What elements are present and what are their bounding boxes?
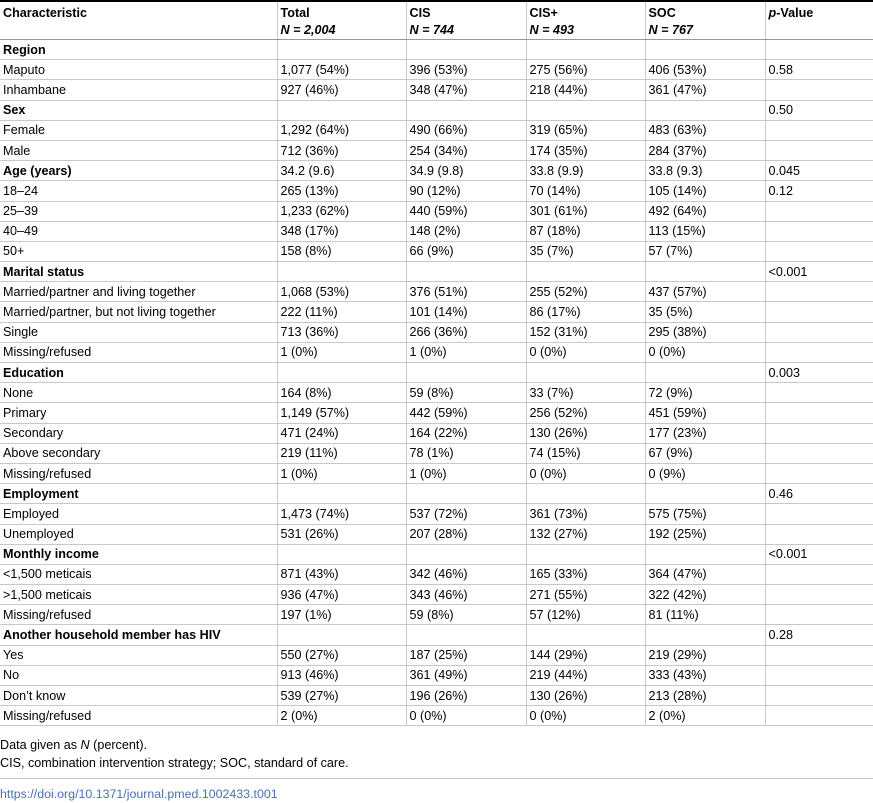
cell-soc: 295 (38%) bbox=[645, 322, 765, 342]
table-header bbox=[0, 2, 873, 40]
section-row bbox=[0, 40, 873, 60]
header-cisplus-n: N = 493 bbox=[529, 23, 574, 37]
cell-total: 1 (0%) bbox=[277, 463, 406, 483]
cell-total: 1,233 (62%) bbox=[277, 201, 406, 221]
cell-soc bbox=[645, 363, 765, 383]
cell-soc: 57 (7%) bbox=[645, 241, 765, 261]
cell-total: 1,068 (53%) bbox=[277, 282, 406, 302]
cell-cisplus: 35 (7%) bbox=[526, 241, 645, 261]
cell-pvalue bbox=[765, 40, 873, 60]
cell-soc: 219 (29%) bbox=[645, 645, 765, 665]
cell-label: Maputo bbox=[0, 60, 277, 80]
cell-label: Monthly income bbox=[0, 544, 277, 564]
section-row bbox=[0, 484, 873, 504]
header-row bbox=[0, 2, 873, 40]
section-row bbox=[0, 262, 873, 282]
cell-pvalue bbox=[765, 342, 873, 362]
cell-label: No bbox=[0, 665, 277, 685]
table-body bbox=[0, 40, 873, 726]
cell-total: 265 (13%) bbox=[277, 181, 406, 201]
table-row bbox=[0, 302, 873, 322]
cell-cis: 537 (72%) bbox=[406, 504, 526, 524]
table-row bbox=[0, 282, 873, 302]
cell-cis bbox=[406, 262, 526, 282]
cell-label: 25–39 bbox=[0, 201, 277, 221]
cell-soc: 105 (14%) bbox=[645, 181, 765, 201]
cell-label: Marital status bbox=[0, 262, 277, 282]
cell-label: Married/partner and living together bbox=[0, 282, 277, 302]
cell-label: Sex bbox=[0, 100, 277, 120]
cell-pvalue bbox=[765, 524, 873, 544]
cell-cis bbox=[406, 625, 526, 645]
cell-cis bbox=[406, 363, 526, 383]
cell-soc: 72 (9%) bbox=[645, 383, 765, 403]
cell-cis: 59 (8%) bbox=[406, 383, 526, 403]
cell-soc: 81 (11%) bbox=[645, 605, 765, 625]
cell-total: 1,149 (57%) bbox=[277, 403, 406, 423]
cell-soc: 575 (75%) bbox=[645, 504, 765, 524]
cell-soc: 113 (15%) bbox=[645, 221, 765, 241]
cell-cisplus: 361 (73%) bbox=[526, 504, 645, 524]
cell-total: 1,077 (54%) bbox=[277, 60, 406, 80]
section-row bbox=[0, 625, 873, 645]
cell-soc: 361 (47%) bbox=[645, 80, 765, 100]
cell-cis: 90 (12%) bbox=[406, 181, 526, 201]
cell-cisplus bbox=[526, 363, 645, 383]
cell-pvalue bbox=[765, 686, 873, 706]
header-characteristic-label: Characteristic bbox=[3, 6, 87, 20]
cell-label: Unemployed bbox=[0, 524, 277, 544]
cell-label: Married/partner, but not living together bbox=[0, 302, 277, 322]
cell-pvalue bbox=[765, 463, 873, 483]
table-row bbox=[0, 564, 873, 584]
cell-total: 531 (26%) bbox=[277, 524, 406, 544]
cell-total: 219 (11%) bbox=[277, 443, 406, 463]
cell-cis: 254 (34%) bbox=[406, 140, 526, 160]
cell-cisplus: 0 (0%) bbox=[526, 342, 645, 362]
cell-cis: 78 (1%) bbox=[406, 443, 526, 463]
cell-pvalue bbox=[765, 120, 873, 140]
cell-pvalue bbox=[765, 645, 873, 665]
cell-cisplus: 165 (33%) bbox=[526, 564, 645, 584]
cell-label: 18–24 bbox=[0, 181, 277, 201]
cell-total: 550 (27%) bbox=[277, 645, 406, 665]
doi-link[interactable]: https://doi.org/10.1371/journal.pmed.1002433.t001 bbox=[0, 778, 873, 803]
cell-pvalue: <0.001 bbox=[765, 544, 873, 564]
cell-label: Employed bbox=[0, 504, 277, 524]
cell-cis: 1 (0%) bbox=[406, 342, 526, 362]
cell-label: Female bbox=[0, 120, 277, 140]
cell-pvalue bbox=[765, 585, 873, 605]
cell-total: 164 (8%) bbox=[277, 383, 406, 403]
table-row bbox=[0, 504, 873, 524]
cell-label: Male bbox=[0, 140, 277, 160]
cell-cisplus: 255 (52%) bbox=[526, 282, 645, 302]
cell-pvalue bbox=[765, 80, 873, 100]
header-soc-n: N = 767 bbox=[648, 23, 693, 37]
cell-cis bbox=[406, 100, 526, 120]
cell-pvalue: 0.50 bbox=[765, 100, 873, 120]
cell-cis: 361 (49%) bbox=[406, 665, 526, 685]
table-row bbox=[0, 585, 873, 605]
section-row bbox=[0, 544, 873, 564]
table-row bbox=[0, 706, 873, 726]
cell-total: 197 (1%) bbox=[277, 605, 406, 625]
note-abbreviations: CIS, combination intervention strategy; SOC, standard of care. bbox=[0, 756, 349, 771]
cell-total: 871 (43%) bbox=[277, 564, 406, 584]
table-row bbox=[0, 221, 873, 241]
cell-total bbox=[277, 544, 406, 564]
cell-total: 713 (36%) bbox=[277, 322, 406, 342]
header-total-label: Total bbox=[280, 6, 310, 20]
cell-cis: 101 (14%) bbox=[406, 302, 526, 322]
cell-total: 471 (24%) bbox=[277, 423, 406, 443]
cell-total: 158 (8%) bbox=[277, 241, 406, 261]
cell-cisplus bbox=[526, 484, 645, 504]
table-row bbox=[0, 645, 873, 665]
cell-label: None bbox=[0, 383, 277, 403]
cell-total: 348 (17%) bbox=[277, 221, 406, 241]
cell-soc: 364 (47%) bbox=[645, 564, 765, 584]
table-row bbox=[0, 322, 873, 342]
cell-label: Single bbox=[0, 322, 277, 342]
cell-cisplus: 130 (26%) bbox=[526, 423, 645, 443]
cell-cis: 1 (0%) bbox=[406, 463, 526, 483]
cell-soc: 67 (9%) bbox=[645, 443, 765, 463]
cell-soc: 333 (43%) bbox=[645, 665, 765, 685]
cell-pvalue bbox=[765, 443, 873, 463]
cell-pvalue bbox=[765, 140, 873, 160]
cell-label: Inhambane bbox=[0, 80, 277, 100]
header-pvalue bbox=[765, 2, 873, 40]
cell-pvalue bbox=[765, 504, 873, 524]
cell-cis: 396 (53%) bbox=[406, 60, 526, 80]
header-characteristic bbox=[0, 2, 277, 40]
header-cisplus bbox=[526, 2, 645, 40]
cell-soc: 492 (64%) bbox=[645, 201, 765, 221]
table-row bbox=[0, 605, 873, 625]
cell-cisplus: 33 (7%) bbox=[526, 383, 645, 403]
note-line1-n: N bbox=[80, 738, 90, 753]
cell-cis: 66 (9%) bbox=[406, 241, 526, 261]
cell-pvalue: 0.46 bbox=[765, 484, 873, 504]
cell-label: Another household member has HIV bbox=[0, 625, 277, 645]
cell-cisplus: 87 (18%) bbox=[526, 221, 645, 241]
cell-cis: 440 (59%) bbox=[406, 201, 526, 221]
cell-total: 222 (11%) bbox=[277, 302, 406, 322]
cell-soc: 451 (59%) bbox=[645, 403, 765, 423]
section-row bbox=[0, 363, 873, 383]
cell-cisplus: 271 (55%) bbox=[526, 585, 645, 605]
cell-pvalue bbox=[765, 423, 873, 443]
cell-cis: 59 (8%) bbox=[406, 605, 526, 625]
table-row bbox=[0, 524, 873, 544]
cell-cisplus: 152 (31%) bbox=[526, 322, 645, 342]
cell-label: Age (years) bbox=[0, 161, 277, 181]
cell-pvalue: 0.003 bbox=[765, 363, 873, 383]
cell-cisplus: 219 (44%) bbox=[526, 665, 645, 685]
cell-cisplus: 130 (26%) bbox=[526, 686, 645, 706]
cell-label: Employment bbox=[0, 484, 277, 504]
cell-pvalue bbox=[765, 322, 873, 342]
note-data-given bbox=[0, 738, 873, 752]
cell-soc: 177 (23%) bbox=[645, 423, 765, 443]
cell-pvalue: 0.045 bbox=[765, 161, 873, 181]
table-row bbox=[0, 241, 873, 261]
cell-total: 2 (0%) bbox=[277, 706, 406, 726]
cell-cis: 196 (26%) bbox=[406, 686, 526, 706]
cell-total: 539 (27%) bbox=[277, 686, 406, 706]
cell-label: Missing/refused bbox=[0, 706, 277, 726]
cell-label: Region bbox=[0, 40, 277, 60]
cell-total: 1,473 (74%) bbox=[277, 504, 406, 524]
cell-cisplus: 144 (29%) bbox=[526, 645, 645, 665]
header-cis-label: CIS bbox=[409, 6, 431, 20]
cell-cisplus bbox=[526, 544, 645, 564]
cell-soc bbox=[645, 40, 765, 60]
cell-cisplus: 74 (15%) bbox=[526, 443, 645, 463]
section-row bbox=[0, 161, 873, 181]
cell-total: 34.2 (9.6) bbox=[277, 161, 406, 181]
header-cisplus-label: CIS+ bbox=[529, 6, 558, 20]
cell-soc: 322 (42%) bbox=[645, 585, 765, 605]
cell-pvalue bbox=[765, 706, 873, 726]
cell-cis: 266 (36%) bbox=[406, 322, 526, 342]
cell-total bbox=[277, 363, 406, 383]
header-total bbox=[277, 2, 406, 40]
cell-cisplus: 0 (0%) bbox=[526, 706, 645, 726]
cell-cisplus bbox=[526, 40, 645, 60]
cell-pvalue bbox=[765, 383, 873, 403]
cell-cis bbox=[406, 40, 526, 60]
cell-label: Don’t know bbox=[0, 686, 277, 706]
cell-pvalue bbox=[765, 201, 873, 221]
cell-cisplus: 57 (12%) bbox=[526, 605, 645, 625]
cell-cis: 348 (47%) bbox=[406, 80, 526, 100]
cell-soc: 437 (57%) bbox=[645, 282, 765, 302]
cell-cisplus: 70 (14%) bbox=[526, 181, 645, 201]
cell-soc: 406 (53%) bbox=[645, 60, 765, 80]
table-row bbox=[0, 403, 873, 423]
cell-pvalue: 0.58 bbox=[765, 60, 873, 80]
cell-pvalue bbox=[765, 302, 873, 322]
cell-cisplus: 301 (61%) bbox=[526, 201, 645, 221]
cell-total bbox=[277, 484, 406, 504]
cell-total: 913 (46%) bbox=[277, 665, 406, 685]
header-total-n: N = 2,004 bbox=[280, 23, 336, 37]
cell-total bbox=[277, 100, 406, 120]
cell-cis: 164 (22%) bbox=[406, 423, 526, 443]
table-row bbox=[0, 342, 873, 362]
cell-cis: 343 (46%) bbox=[406, 585, 526, 605]
cell-soc: 2 (0%) bbox=[645, 706, 765, 726]
note-line1-pre: Data given as bbox=[0, 738, 81, 753]
table-notes bbox=[0, 726, 873, 770]
cell-total: 936 (47%) bbox=[277, 585, 406, 605]
cell-soc: 35 (5%) bbox=[645, 302, 765, 322]
cell-soc: 483 (63%) bbox=[645, 120, 765, 140]
cell-cisplus: 33.8 (9.9) bbox=[526, 161, 645, 181]
table-row bbox=[0, 423, 873, 443]
cell-cisplus bbox=[526, 100, 645, 120]
header-cis bbox=[406, 2, 526, 40]
note-line1-post: (percent). bbox=[89, 738, 148, 753]
table-row bbox=[0, 80, 873, 100]
cell-cisplus bbox=[526, 262, 645, 282]
cell-cis: 0 (0%) bbox=[406, 706, 526, 726]
table-row bbox=[0, 140, 873, 160]
cell-cisplus: 218 (44%) bbox=[526, 80, 645, 100]
cell-pvalue bbox=[765, 241, 873, 261]
table-row bbox=[0, 181, 873, 201]
table-row bbox=[0, 60, 873, 80]
cell-label: Yes bbox=[0, 645, 277, 665]
cell-label: <1,500 meticais bbox=[0, 564, 277, 584]
cell-soc bbox=[645, 625, 765, 645]
header-pvalue-italic: p bbox=[768, 6, 777, 20]
cell-soc: 284 (37%) bbox=[645, 140, 765, 160]
header-soc bbox=[645, 2, 765, 40]
cell-cis: 490 (66%) bbox=[406, 120, 526, 140]
cell-total: 1,292 (64%) bbox=[277, 120, 406, 140]
cell-label: Missing/refused bbox=[0, 342, 277, 362]
cell-label: Secondary bbox=[0, 423, 277, 443]
cell-total: 1 (0%) bbox=[277, 342, 406, 362]
table-row bbox=[0, 383, 873, 403]
cell-cisplus: 275 (56%) bbox=[526, 60, 645, 80]
cell-cisplus: 256 (52%) bbox=[526, 403, 645, 423]
cell-total bbox=[277, 262, 406, 282]
cell-cis: 342 (46%) bbox=[406, 564, 526, 584]
header-soc-label: SOC bbox=[648, 6, 676, 20]
cell-pvalue bbox=[765, 221, 873, 241]
cell-soc: 213 (28%) bbox=[645, 686, 765, 706]
cell-pvalue bbox=[765, 605, 873, 625]
cell-pvalue: 0.12 bbox=[765, 181, 873, 201]
cell-cisplus: 0 (0%) bbox=[526, 463, 645, 483]
cell-soc: 33.8 (9.3) bbox=[645, 161, 765, 181]
cell-cis: 34.9 (9.8) bbox=[406, 161, 526, 181]
cell-total bbox=[277, 625, 406, 645]
cell-cisplus: 132 (27%) bbox=[526, 524, 645, 544]
cell-label: Missing/refused bbox=[0, 605, 277, 625]
cell-cis: 376 (51%) bbox=[406, 282, 526, 302]
table-row bbox=[0, 686, 873, 706]
cell-cis: 207 (28%) bbox=[406, 524, 526, 544]
cell-cis bbox=[406, 484, 526, 504]
cell-cis: 148 (2%) bbox=[406, 221, 526, 241]
header-pvalue-rest: -Value bbox=[776, 6, 814, 20]
cell-cisplus: 174 (35%) bbox=[526, 140, 645, 160]
table-row bbox=[0, 443, 873, 463]
cell-pvalue bbox=[765, 564, 873, 584]
cell-pvalue bbox=[765, 403, 873, 423]
table-row bbox=[0, 201, 873, 221]
cell-cis: 442 (59%) bbox=[406, 403, 526, 423]
cell-label: Primary bbox=[0, 403, 277, 423]
cell-pvalue: 0.28 bbox=[765, 625, 873, 645]
characteristics-table bbox=[0, 2, 873, 726]
table-row bbox=[0, 665, 873, 685]
cell-label: Education bbox=[0, 363, 277, 383]
table-row bbox=[0, 120, 873, 140]
cell-soc: 192 (25%) bbox=[645, 524, 765, 544]
cell-pvalue: <0.001 bbox=[765, 262, 873, 282]
cell-soc bbox=[645, 484, 765, 504]
cell-label: Above secondary bbox=[0, 443, 277, 463]
cell-soc: 0 (9%) bbox=[645, 463, 765, 483]
cell-label: 40–49 bbox=[0, 221, 277, 241]
cell-soc: 0 (0%) bbox=[645, 342, 765, 362]
cell-total bbox=[277, 40, 406, 60]
table-row bbox=[0, 463, 873, 483]
cell-total: 927 (46%) bbox=[277, 80, 406, 100]
cell-cis bbox=[406, 544, 526, 564]
cell-soc bbox=[645, 544, 765, 564]
cell-soc bbox=[645, 262, 765, 282]
cell-label: 50+ bbox=[0, 241, 277, 261]
cell-cisplus: 86 (17%) bbox=[526, 302, 645, 322]
cell-label: >1,500 meticais bbox=[0, 585, 277, 605]
cell-cisplus bbox=[526, 625, 645, 645]
cell-pvalue bbox=[765, 665, 873, 685]
cell-soc bbox=[645, 100, 765, 120]
header-cis-n: N = 744 bbox=[409, 23, 454, 37]
section-row bbox=[0, 100, 873, 120]
cell-pvalue bbox=[765, 282, 873, 302]
cell-total: 712 (36%) bbox=[277, 140, 406, 160]
cell-cisplus: 319 (65%) bbox=[526, 120, 645, 140]
cell-label: Missing/refused bbox=[0, 463, 277, 483]
cell-cis: 187 (25%) bbox=[406, 645, 526, 665]
